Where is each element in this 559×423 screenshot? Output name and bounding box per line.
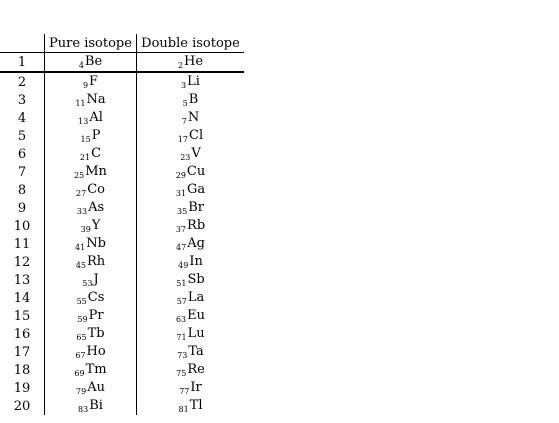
table-row bbox=[0, 379, 244, 397]
element-symbol: Be bbox=[84, 54, 103, 69]
element-symbol: Sb bbox=[187, 272, 205, 287]
element-symbol: C bbox=[91, 146, 102, 161]
double-isotope-cell bbox=[137, 109, 245, 127]
pure-isotope-cell bbox=[45, 53, 137, 73]
row-index: 9 bbox=[17, 200, 27, 216]
element-symbol: Rh bbox=[87, 254, 106, 269]
atomic-number: 35 bbox=[177, 207, 188, 216]
element-symbol: In bbox=[189, 254, 203, 269]
table-row bbox=[0, 53, 244, 73]
element-symbol: He bbox=[184, 54, 204, 69]
row-index: 20 bbox=[13, 398, 31, 414]
element-symbol: Cs bbox=[87, 290, 105, 305]
table-row bbox=[0, 91, 244, 109]
double-isotope-cell bbox=[137, 217, 245, 235]
atomic-number: 77 bbox=[179, 387, 190, 396]
double-isotope-cell bbox=[137, 253, 245, 271]
pure-isotope-column-header: Pure isotope bbox=[45, 34, 137, 53]
double-isotope-column-header: Double isotope bbox=[137, 34, 245, 53]
row-index: 1 bbox=[0, 53, 45, 73]
table-row bbox=[0, 235, 244, 253]
double-isotope-cell bbox=[137, 307, 245, 325]
double-isotope-cell bbox=[137, 271, 245, 289]
element-symbol: Lu bbox=[187, 326, 205, 341]
element-symbol: Ir bbox=[190, 380, 202, 395]
atomic-number: 65 bbox=[76, 333, 87, 342]
element-symbol: Na bbox=[86, 92, 106, 107]
pure-isotope-cell bbox=[45, 127, 137, 145]
pure-isotope-cell bbox=[45, 235, 137, 253]
table-row bbox=[0, 361, 244, 379]
pure-isotope-cell bbox=[45, 199, 137, 217]
pure-isotope-cell bbox=[45, 361, 137, 379]
table-body bbox=[0, 53, 244, 416]
row-index: 16 bbox=[13, 326, 31, 342]
atomic-number: 17 bbox=[177, 135, 189, 144]
atomic-number: 23 bbox=[180, 153, 191, 162]
table-row bbox=[0, 397, 244, 415]
element-symbol: Bi bbox=[89, 398, 103, 413]
atomic-number: 67 bbox=[75, 351, 86, 360]
atomic-number: 49 bbox=[178, 261, 189, 270]
atomic-number: 81 bbox=[178, 405, 189, 414]
table-row bbox=[0, 127, 244, 145]
element-symbol: J bbox=[93, 272, 99, 287]
pure-isotope-cell bbox=[45, 397, 137, 415]
atomic-number: 79 bbox=[76, 387, 87, 396]
table-row bbox=[0, 72, 244, 91]
pure-isotope-cell bbox=[45, 163, 137, 181]
atomic-number: 71 bbox=[176, 333, 187, 342]
table-row bbox=[0, 109, 244, 127]
element-symbol: Ga bbox=[187, 182, 206, 197]
atomic-number: 83 bbox=[78, 405, 89, 414]
pure-isotope-cell bbox=[45, 271, 137, 289]
double-isotope-cell bbox=[137, 72, 245, 91]
row-index: 19 bbox=[13, 380, 31, 396]
element-symbol: B bbox=[188, 92, 199, 107]
element-symbol: Mn bbox=[85, 164, 107, 179]
element-symbol: N bbox=[187, 110, 200, 125]
double-isotope-cell bbox=[137, 91, 245, 109]
pure-isotope-cell bbox=[45, 253, 137, 271]
table-row bbox=[0, 325, 244, 343]
row-index: 17 bbox=[13, 344, 31, 360]
atomic-number: 37 bbox=[175, 225, 187, 234]
row-index: 15 bbox=[13, 308, 31, 324]
table-row bbox=[0, 307, 244, 325]
pure-isotope-cell bbox=[45, 91, 137, 109]
element-symbol: Br bbox=[188, 200, 204, 215]
atomic-number: 15 bbox=[80, 135, 91, 144]
pure-isotope-cell bbox=[45, 307, 137, 325]
atomic-number: 5 bbox=[182, 99, 188, 108]
double-isotope-cell bbox=[137, 235, 245, 253]
element-symbol: Cu bbox=[186, 164, 206, 179]
index-column-header bbox=[0, 34, 45, 53]
atomic-number: 53 bbox=[82, 279, 93, 288]
atomic-number: 27 bbox=[76, 189, 87, 198]
element-symbol: Nb bbox=[86, 236, 106, 251]
element-symbol: Au bbox=[87, 380, 105, 395]
atomic-number: 21 bbox=[79, 153, 91, 162]
table-row bbox=[0, 181, 244, 199]
element-symbol: Co bbox=[87, 182, 105, 197]
element-symbol: P bbox=[91, 128, 101, 143]
row-index: 5 bbox=[17, 128, 27, 144]
atomic-number: 55 bbox=[76, 297, 87, 306]
atomic-number: 2 bbox=[177, 61, 184, 70]
atomic-number: 31 bbox=[175, 189, 187, 198]
double-isotope-cell bbox=[137, 145, 245, 163]
element-symbol: Ag bbox=[187, 236, 205, 251]
element-symbol: Tl bbox=[189, 398, 203, 413]
isotope-table bbox=[0, 34, 244, 415]
table-row bbox=[0, 199, 244, 217]
row-index: 10 bbox=[13, 218, 31, 234]
element-symbol: Eu bbox=[187, 308, 206, 323]
row-index: 8 bbox=[17, 182, 27, 198]
double-isotope-cell bbox=[137, 53, 245, 73]
atomic-number: 33 bbox=[76, 207, 88, 216]
atomic-number: 57 bbox=[176, 297, 187, 306]
element-symbol: Y bbox=[91, 218, 101, 233]
element-symbol: Ta bbox=[188, 344, 204, 359]
row-index: 6 bbox=[17, 146, 27, 162]
double-isotope-cell bbox=[137, 343, 245, 361]
double-isotope-cell bbox=[137, 163, 245, 181]
double-isotope-cell bbox=[137, 127, 245, 145]
table-row bbox=[0, 163, 244, 181]
double-isotope-cell bbox=[137, 325, 245, 343]
element-symbol: Al bbox=[89, 110, 103, 125]
atomic-number: 4 bbox=[78, 61, 84, 70]
pure-isotope-cell bbox=[45, 343, 137, 361]
element-symbol: Pr bbox=[88, 308, 104, 323]
atomic-number: 75 bbox=[176, 369, 187, 378]
element-symbol: Tb bbox=[87, 326, 105, 341]
element-symbol: F bbox=[89, 74, 99, 89]
double-isotope-cell bbox=[137, 181, 245, 199]
pure-isotope-cell bbox=[45, 109, 137, 127]
pure-isotope-cell bbox=[45, 217, 137, 235]
row-index: 3 bbox=[17, 92, 27, 108]
atomic-number: 11 bbox=[75, 99, 86, 108]
double-isotope-cell bbox=[137, 397, 245, 415]
element-symbol: Re bbox=[187, 362, 205, 377]
element-symbol: La bbox=[187, 290, 205, 305]
atomic-number: 13 bbox=[78, 117, 89, 126]
atomic-number: 69 bbox=[74, 369, 85, 378]
row-index: 7 bbox=[17, 164, 27, 180]
atomic-number: 73 bbox=[177, 351, 188, 360]
pure-isotope-cell bbox=[45, 145, 137, 163]
atomic-number: 25 bbox=[74, 171, 85, 180]
row-index: 4 bbox=[17, 110, 27, 126]
atomic-number: 39 bbox=[80, 225, 91, 234]
table-row bbox=[0, 145, 244, 163]
double-isotope-cell bbox=[137, 289, 245, 307]
atomic-number: 3 bbox=[181, 81, 187, 90]
element-symbol: Ho bbox=[86, 344, 106, 359]
table-row bbox=[0, 253, 244, 271]
atomic-number: 7 bbox=[181, 117, 187, 126]
atomic-number: 63 bbox=[175, 315, 187, 324]
pure-isotope-cell bbox=[45, 181, 137, 199]
table-row bbox=[0, 289, 244, 307]
element-symbol: As bbox=[88, 200, 105, 215]
header-row bbox=[0, 34, 244, 53]
double-isotope-cell bbox=[137, 361, 245, 379]
atomic-number: 59 bbox=[77, 315, 88, 324]
element-symbol: Tm bbox=[85, 362, 107, 377]
atomic-number: 29 bbox=[175, 171, 186, 180]
atomic-number: 41 bbox=[75, 243, 86, 252]
atomic-number: 9 bbox=[82, 81, 89, 90]
table-row bbox=[0, 217, 244, 235]
table-row bbox=[0, 271, 244, 289]
row-index: 13 bbox=[13, 272, 31, 288]
pure-isotope-cell bbox=[45, 379, 137, 397]
atomic-number: 47 bbox=[176, 243, 187, 252]
atomic-number: 51 bbox=[176, 279, 187, 288]
row-index: 18 bbox=[13, 362, 31, 378]
element-symbol: Rb bbox=[187, 218, 206, 233]
row-index: 12 bbox=[13, 254, 31, 270]
element-symbol: Li bbox=[187, 74, 200, 89]
table-header bbox=[0, 34, 244, 53]
table-row bbox=[0, 343, 244, 361]
double-isotope-cell bbox=[137, 379, 245, 397]
element-symbol: Cl bbox=[189, 128, 204, 143]
element-symbol: V bbox=[191, 146, 201, 161]
row-index: 2 bbox=[17, 74, 27, 90]
row-index: 11 bbox=[13, 236, 31, 252]
pure-isotope-cell bbox=[45, 325, 137, 343]
atomic-number: 45 bbox=[75, 261, 86, 270]
double-isotope-cell bbox=[137, 199, 245, 217]
pure-isotope-cell bbox=[45, 289, 137, 307]
pure-isotope-cell bbox=[45, 72, 137, 91]
row-index: 14 bbox=[13, 290, 31, 306]
